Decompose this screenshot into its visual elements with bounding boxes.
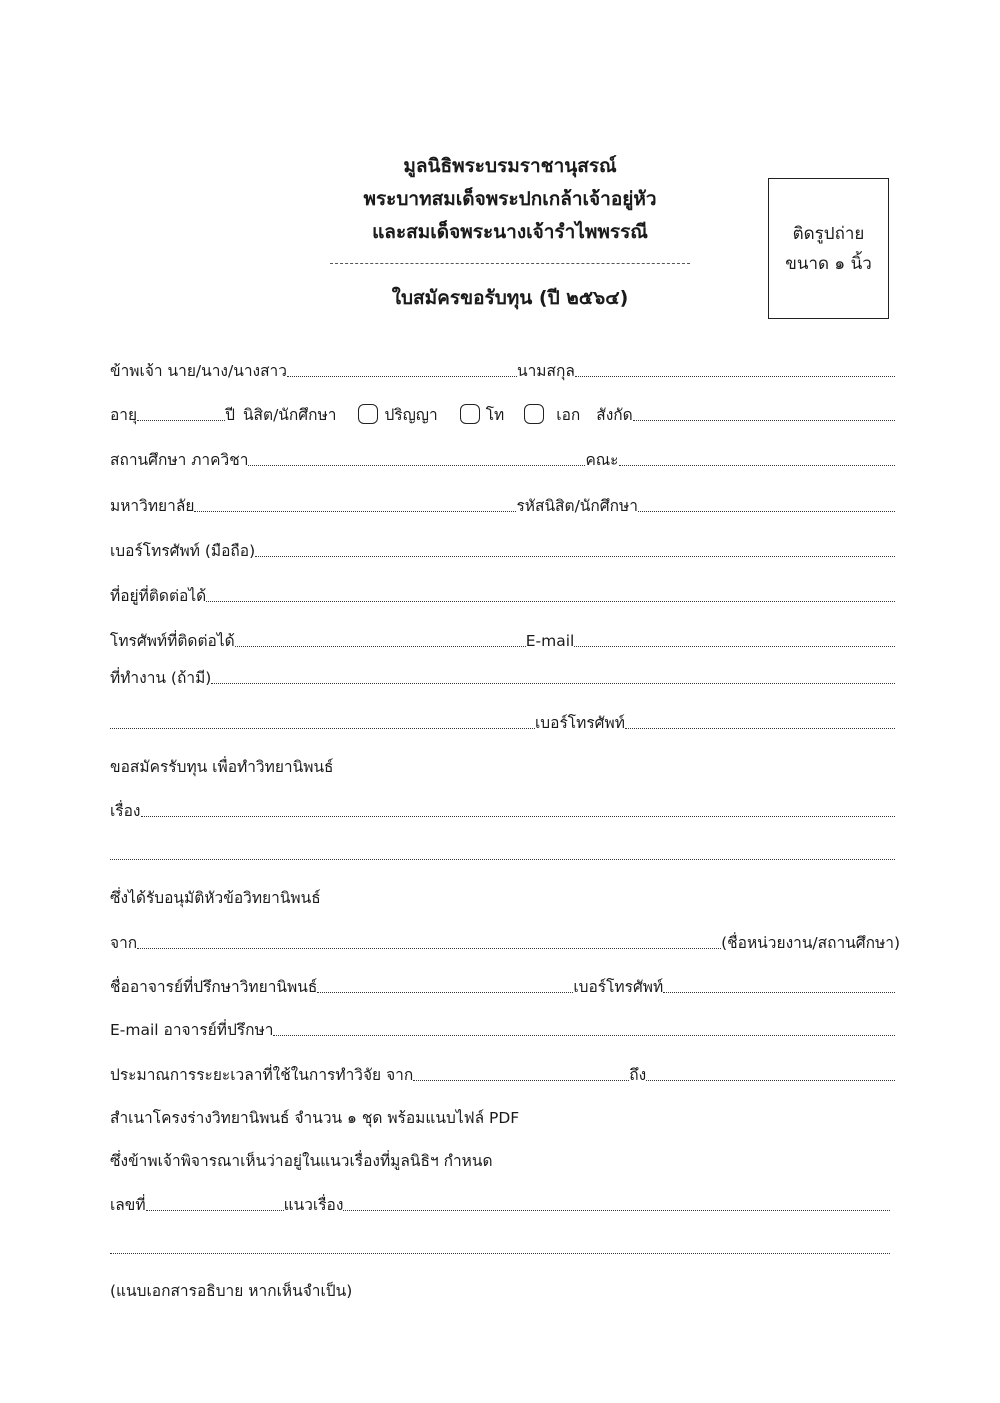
duration-to-field[interactable] <box>646 1080 895 1081</box>
bachelor-label: ปริญญา <box>384 406 438 424</box>
advisor-label: ชื่ออาจารย์ที่ปรึกษาวิทยานิพนธ์ <box>110 978 318 996</box>
affiliation-label: สังกัด <box>596 406 633 424</box>
name-field[interactable] <box>287 376 517 377</box>
bachelor-checkbox[interactable] <box>358 404 378 424</box>
topic-row <box>110 792 895 822</box>
header-divider <box>330 263 690 264</box>
topic-field-line2[interactable] <box>110 859 895 860</box>
email-label: E-mail <box>525 632 575 650</box>
address-row <box>110 577 895 607</box>
contact-phone-field[interactable] <box>235 646 526 647</box>
age-field[interactable] <box>137 420 225 421</box>
number-label: เลขที่ <box>110 1196 146 1214</box>
address-label: ที่อยู่ที่ติดต่อได้ <box>110 587 207 605</box>
consider-note: ซึ่งข้าพเจ้าพิจารณาเห็นว่าอยู่ในแนวเรื่องที่มูลนิธิฯ กำหนด <box>110 1152 493 1170</box>
apply-label: ขอสมัครรับทุน เพื่อทำวิทยานิพนธ์ <box>110 758 334 776</box>
advisor-phone-field[interactable] <box>663 992 895 993</box>
mobile-row <box>110 532 895 562</box>
university-row <box>110 487 895 517</box>
theme-row-2 <box>110 1229 890 1259</box>
master-label: โท <box>485 406 505 424</box>
student-label: นิสิต/นักศึกษา <box>242 406 337 424</box>
institution-label: สถานศึกษา ภาควิชา <box>110 451 249 469</box>
theme-label: แนวเรื่อง <box>283 1196 344 1214</box>
university-field[interactable] <box>194 511 516 512</box>
doctor-checkbox[interactable] <box>524 404 544 424</box>
name-label: ข้าพเจ้า นาย/นาง/นางสาว <box>110 362 287 380</box>
advisor-row <box>110 968 895 998</box>
name-row <box>110 352 895 382</box>
age-row <box>110 396 895 426</box>
email-field[interactable] <box>574 646 895 647</box>
topic-label: เรื่อง <box>110 802 141 820</box>
work-phone-row <box>110 704 895 734</box>
workplace-row <box>110 659 895 689</box>
duration-from-field[interactable] <box>413 1080 629 1081</box>
from-field[interactable] <box>137 948 721 949</box>
work-phone-label: เบอร์โทรศัพท์ <box>535 714 625 732</box>
doctor-label: เอก <box>556 406 581 424</box>
work-phone-field[interactable] <box>625 728 895 729</box>
photo-box-line2: ขนาด ๑ นิ้ว <box>785 253 872 274</box>
foundation-name: มูลนิธิพระบรมราชานุสรณ์ <box>403 155 617 177</box>
department-field[interactable] <box>248 465 585 466</box>
consider-note-row <box>110 1142 895 1172</box>
faculty-label: คณะ <box>585 451 619 469</box>
theme-field-line2[interactable] <box>110 1253 890 1254</box>
mobile-label: เบอร์โทรศัพท์ (มือถือ) <box>110 542 256 560</box>
surname-field[interactable] <box>575 376 895 377</box>
advisor-email-field[interactable] <box>273 1035 895 1036</box>
photo-box-line1: ติดรูปถ่าย <box>792 223 865 244</box>
surname-label: นามสกุล <box>516 362 575 380</box>
photo-box <box>768 178 889 319</box>
mobile-field[interactable] <box>255 556 895 557</box>
approved-label: ซึ่งได้รับอนุมัติหัวข้อวิทยานิพนธ์ <box>110 889 321 907</box>
attach-note-row <box>110 1272 895 1302</box>
affiliation-field[interactable] <box>633 420 895 421</box>
student-id-field[interactable] <box>638 511 895 512</box>
workplace-field[interactable] <box>211 683 895 684</box>
attach-note: (แนบเอกสารอธิบาย หากเห็นจำเป็น) <box>110 1282 353 1300</box>
contact-phone-row <box>110 622 895 652</box>
form-title: ใบสมัครขอรับทุน (ปี ๒๕๖๔) <box>391 287 629 309</box>
address-field[interactable] <box>206 601 895 602</box>
advisor-email-row <box>110 1011 895 1041</box>
duration-to-label: ถึง <box>629 1066 647 1084</box>
number-field[interactable] <box>146 1210 284 1211</box>
apply-row <box>110 748 895 778</box>
copy-note-row <box>110 1099 895 1129</box>
master-checkbox[interactable] <box>460 404 480 424</box>
student-id-label: รหัสนิสิต/นักศึกษา <box>516 497 638 515</box>
number-row <box>110 1186 890 1216</box>
from-row <box>110 924 900 954</box>
advisor-email-label: E-mail อาจารย์ที่ปรึกษา <box>110 1021 274 1039</box>
year-label: ปี <box>225 406 235 424</box>
copy-note: สำเนาโครงร่างวิทยานิพนธ์ จำนวน ๑ ชุด พร้อมแนบไฟล์ PDF <box>110 1109 520 1127</box>
age-label: อายุ <box>110 406 138 424</box>
duration-row <box>110 1056 895 1086</box>
theme-field[interactable] <box>343 1210 890 1211</box>
contact-phone-label: โทรศัพท์ที่ติดต่อได้ <box>110 632 235 650</box>
university-label: มหาวิทยาลัย <box>110 497 195 515</box>
foundation-name-line3: และสมเด็จพระนางเจ้ารำไพพรรณี <box>372 221 648 243</box>
foundation-name-line2: พระบาทสมเด็จพระปกเกล้าเจ้าอยู่หัว <box>363 188 657 210</box>
advisor-field[interactable] <box>317 992 573 993</box>
foundation-header <box>300 150 720 249</box>
from-label: จาก <box>110 934 138 952</box>
faculty-field[interactable] <box>619 465 895 466</box>
duration-label: ประมาณการระยะเวลาที่ใช้ในการทำวิจัย จาก <box>110 1066 414 1084</box>
workplace-field-line2[interactable] <box>110 728 535 729</box>
advisor-phone-label: เบอร์โทรศัพท์ <box>573 978 664 996</box>
workplace-label: ที่ทำงาน (ถ้ามี) <box>110 669 212 687</box>
topic-row-2 <box>110 835 895 865</box>
approved-row <box>110 879 895 909</box>
from-suffix: (ชื่อหน่วยงาน/สถานศึกษา) <box>721 934 900 952</box>
topic-field[interactable] <box>141 816 895 817</box>
institution-row <box>110 441 895 471</box>
